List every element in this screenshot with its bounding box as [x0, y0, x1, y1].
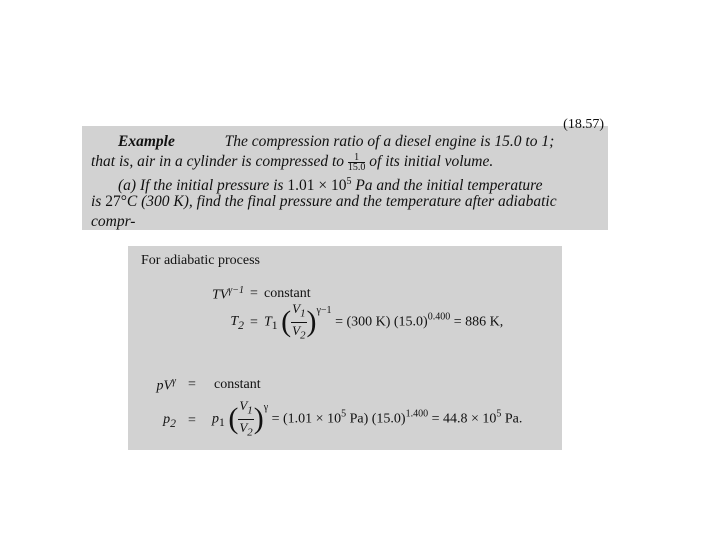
eq3-lhs: $pV^\gamma$ [156, 376, 176, 394]
problem-line-1 [118, 132, 608, 152]
volume-ratio: $\frac{V_1}{V_2}$ [239, 398, 253, 439]
volume-ratio: $\frac{V_1}{V_2}$ [292, 301, 306, 342]
problem-line-2: that is, air in a cylinder is compressed to $\frac{1}{15.0}$ of its initial volume. [91, 151, 494, 173]
eq2-rhs: $T_1$ ( $\frac{V_1}{V_2}$ )$^{\gamma-1}$ = (300 K) $(15.0)^{0.400} = 886$ K, [264, 301, 504, 342]
problem-excerpt [82, 117, 608, 230]
eq1-lhs: $TV^{\gamma-1}$ [211, 285, 244, 303]
eq4-rhs: $p_1$ ( $\frac{V_1}{V_2}$ )$^\gamma = (1.01 \times 10^5$ Pa) $(15.0)^{1.400} = 44.8 \times 10^5$ Pa. [212, 398, 523, 439]
eq4-lhs: $p_2$ [163, 412, 176, 430]
equation-number: (18.57) [563, 117, 604, 132]
eq2-lhs: $T_2$ [230, 314, 244, 332]
problem-line-3: (a) If the initial pressure is $1.01 \times 10^5$ Pa and the initial temperature [118, 176, 543, 195]
problem-line-4: is 27°C (300 K), find the final pressure and the temperature after adiabatic [91, 193, 557, 210]
problem-text: The compression ratio of a diesel engine is 15.0 to 1; [224, 133, 555, 150]
example-heading: Example [118, 133, 175, 150]
solution-title: For adiabatic process [141, 253, 260, 268]
eq3-rhs: constant [214, 377, 261, 392]
solution-excerpt: For adiabatic process $TV^{\gamma-1}$ = constant $T_2$ = $T_1$ ( $\frac{V_1}{V_2}$ )$^{\gamma-1}$ = (300 K) $(15.0)^{0.400} = 886$ K, $pV^\gamma$ = constant $p_2$ = $p_1$ ( $\frac{V_1}{V_2}$ )$^\gamma = (1.01 \times 10^5$ Pa) $(15.0)^{1.400} = 44.8 \times 10^5$ Pa. [128, 246, 562, 450]
eq1-rhs: constant [264, 286, 311, 301]
problem-line-5: compr- [91, 213, 136, 230]
ratio-fraction: $\frac{1}{15.0}$ [347, 151, 366, 173]
